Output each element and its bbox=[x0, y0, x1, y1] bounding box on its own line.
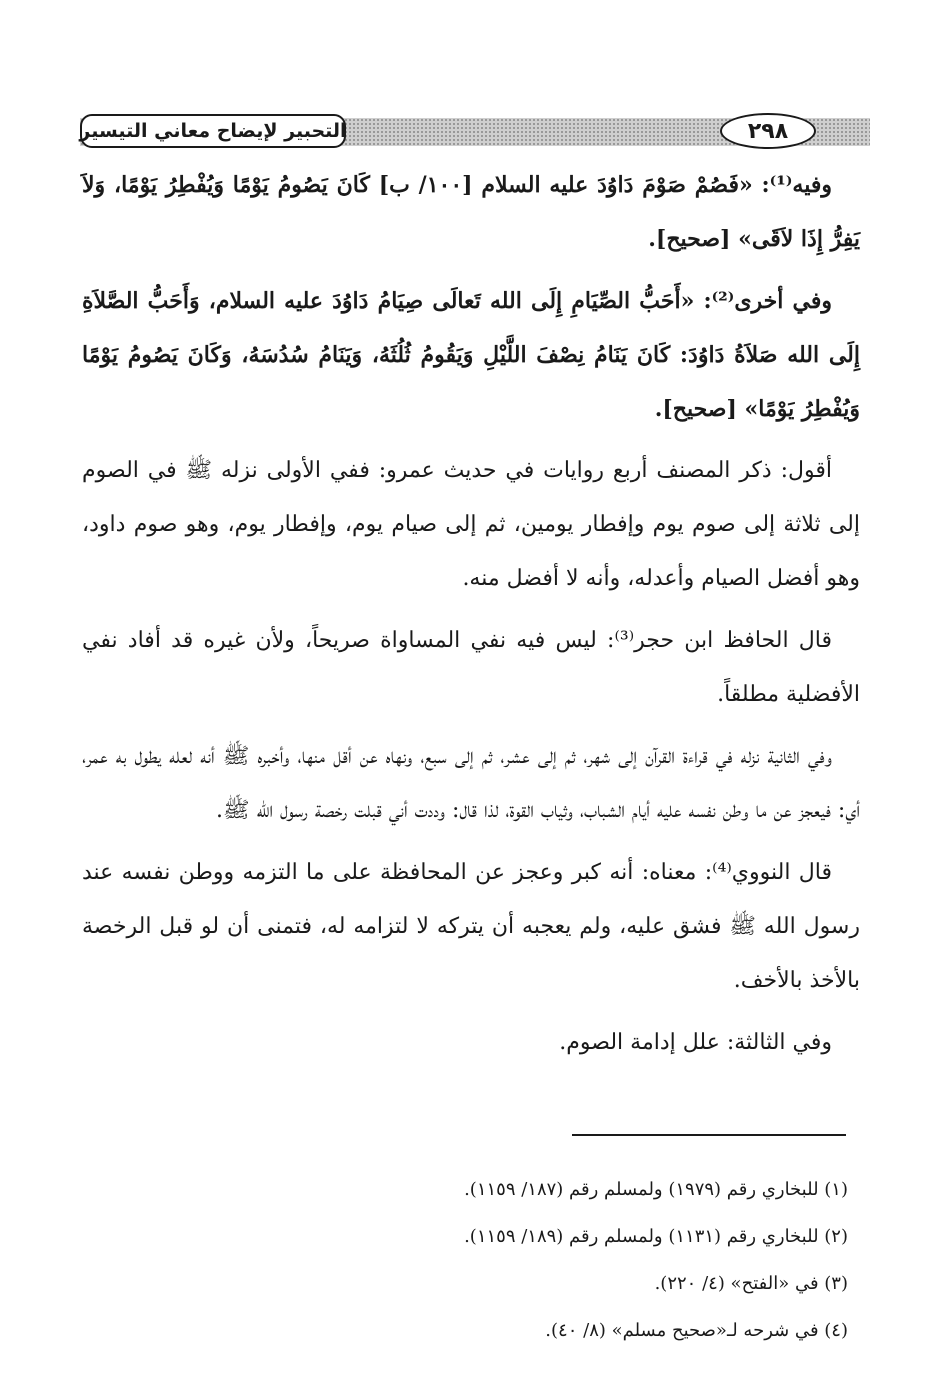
paragraph-commentary-2: قال الحافظ ابن حجر⁽³⁾: ليس فيه نفي المساواة صريحاً، ولأن غيره قد أفاد نفي الأفضلية مطلقاً. bbox=[82, 628, 860, 707]
footnote-1: (١) للبخاري رقم (١٩٧٩) ولمسلم رقم (١٨٧/ ١١٥٩). bbox=[464, 1179, 848, 1200]
paragraph-commentary-5: وفي الثالثة: علل إدامة الصوم. bbox=[559, 1030, 832, 1055]
main-text bbox=[82, 158, 860, 1078]
paragraph-hadith-2: وفي أخرى⁽²⁾: «أَحَبُّ الصِّيَامِ إِلَى الله تَعالَى صِيَامُ دَاوُدَ عليه السلام، وَأَحَبُّ الصَّلاَةِ إِلَى الله صَلاَةُ دَاوُدَ: كَانَ يَنَامُ نِصْفَ اللَّيْلِ وَيَقُومُ ثُلُثَهُ، وَيَنَامُ سُدُسَهُ، وَكَانَ يَصُومُ يَوْمًا وَيُفْطِرُ يَوْمًا» [صحيح]. bbox=[82, 288, 860, 422]
paragraph-hadith-1: وفيه⁽¹⁾: «فَصُمْ صَوْمَ دَاوُدَ عليه السلام [١٠٠/ ب] كَانَ يَصُومُ يَوْمًا وَيُفْطِرُ يَوْمًا، وَلاَ يَفِرُّ إِذَا لاَقَى» [صحيح]. bbox=[82, 172, 860, 252]
footnote-3: (٣) في «الفتح» (٤/ ٢٢٠). bbox=[654, 1273, 848, 1294]
paragraph-commentary-4: قال النووي⁽⁴⁾: معناه: أنه كبر وعجز عن المحافظة على ما التزمه ووطن نفسه عند رسول الله ﷺ فشق عليه، ولم يعجبه أن يتركه لا لتزامه له، فتمنى أن لو قبل الرخصة بالأخذ بالأخف. bbox=[82, 860, 860, 993]
footnotes bbox=[82, 1166, 848, 1354]
paragraph-commentary-1: أقول: ذكر المصنف أربع روايات في حديث عمرو: ففي الأولى نزله ﷺ في الصوم إلى ثلاثة إلى صوم يوم وإفطار يومين، ثم إلى صيام يوم، وإفطار يوم، وهو صوم داود، وهو أفضل الصيام وأعدله، وأنه لا أفضل منه. bbox=[82, 458, 861, 591]
footnote-2: (٢) للبخاري رقم (١١٣١) ولمسلم رقم (١٨٩/ ١١٥٩). bbox=[464, 1226, 848, 1247]
running-title: التحبير لإيضاح معاني التيسير bbox=[80, 114, 346, 148]
page-header bbox=[80, 110, 870, 154]
footnote-separator bbox=[572, 1134, 846, 1136]
footnote-4: (٤) في شرحه لـ«صحيح مسلم» (٨/ ٤٠). bbox=[545, 1320, 848, 1341]
paragraph-commentary-3: وفي الثانية نزله في قراءة القرآن إلى شهر، ثم إلى عشر، ثم إلى سبع، ونهاه عن أقل منها، وأخبره ﷺ أنه لعله يطول به عمر، أي: فيعجز عن ما وطن نفسه عليه أيام الشباب، وثياب القوة، لذا قال: وددت أني قبلت رخصة رسول الله ﷺ. bbox=[82, 744, 860, 823]
page-number: ٢٩٨ bbox=[720, 113, 816, 149]
